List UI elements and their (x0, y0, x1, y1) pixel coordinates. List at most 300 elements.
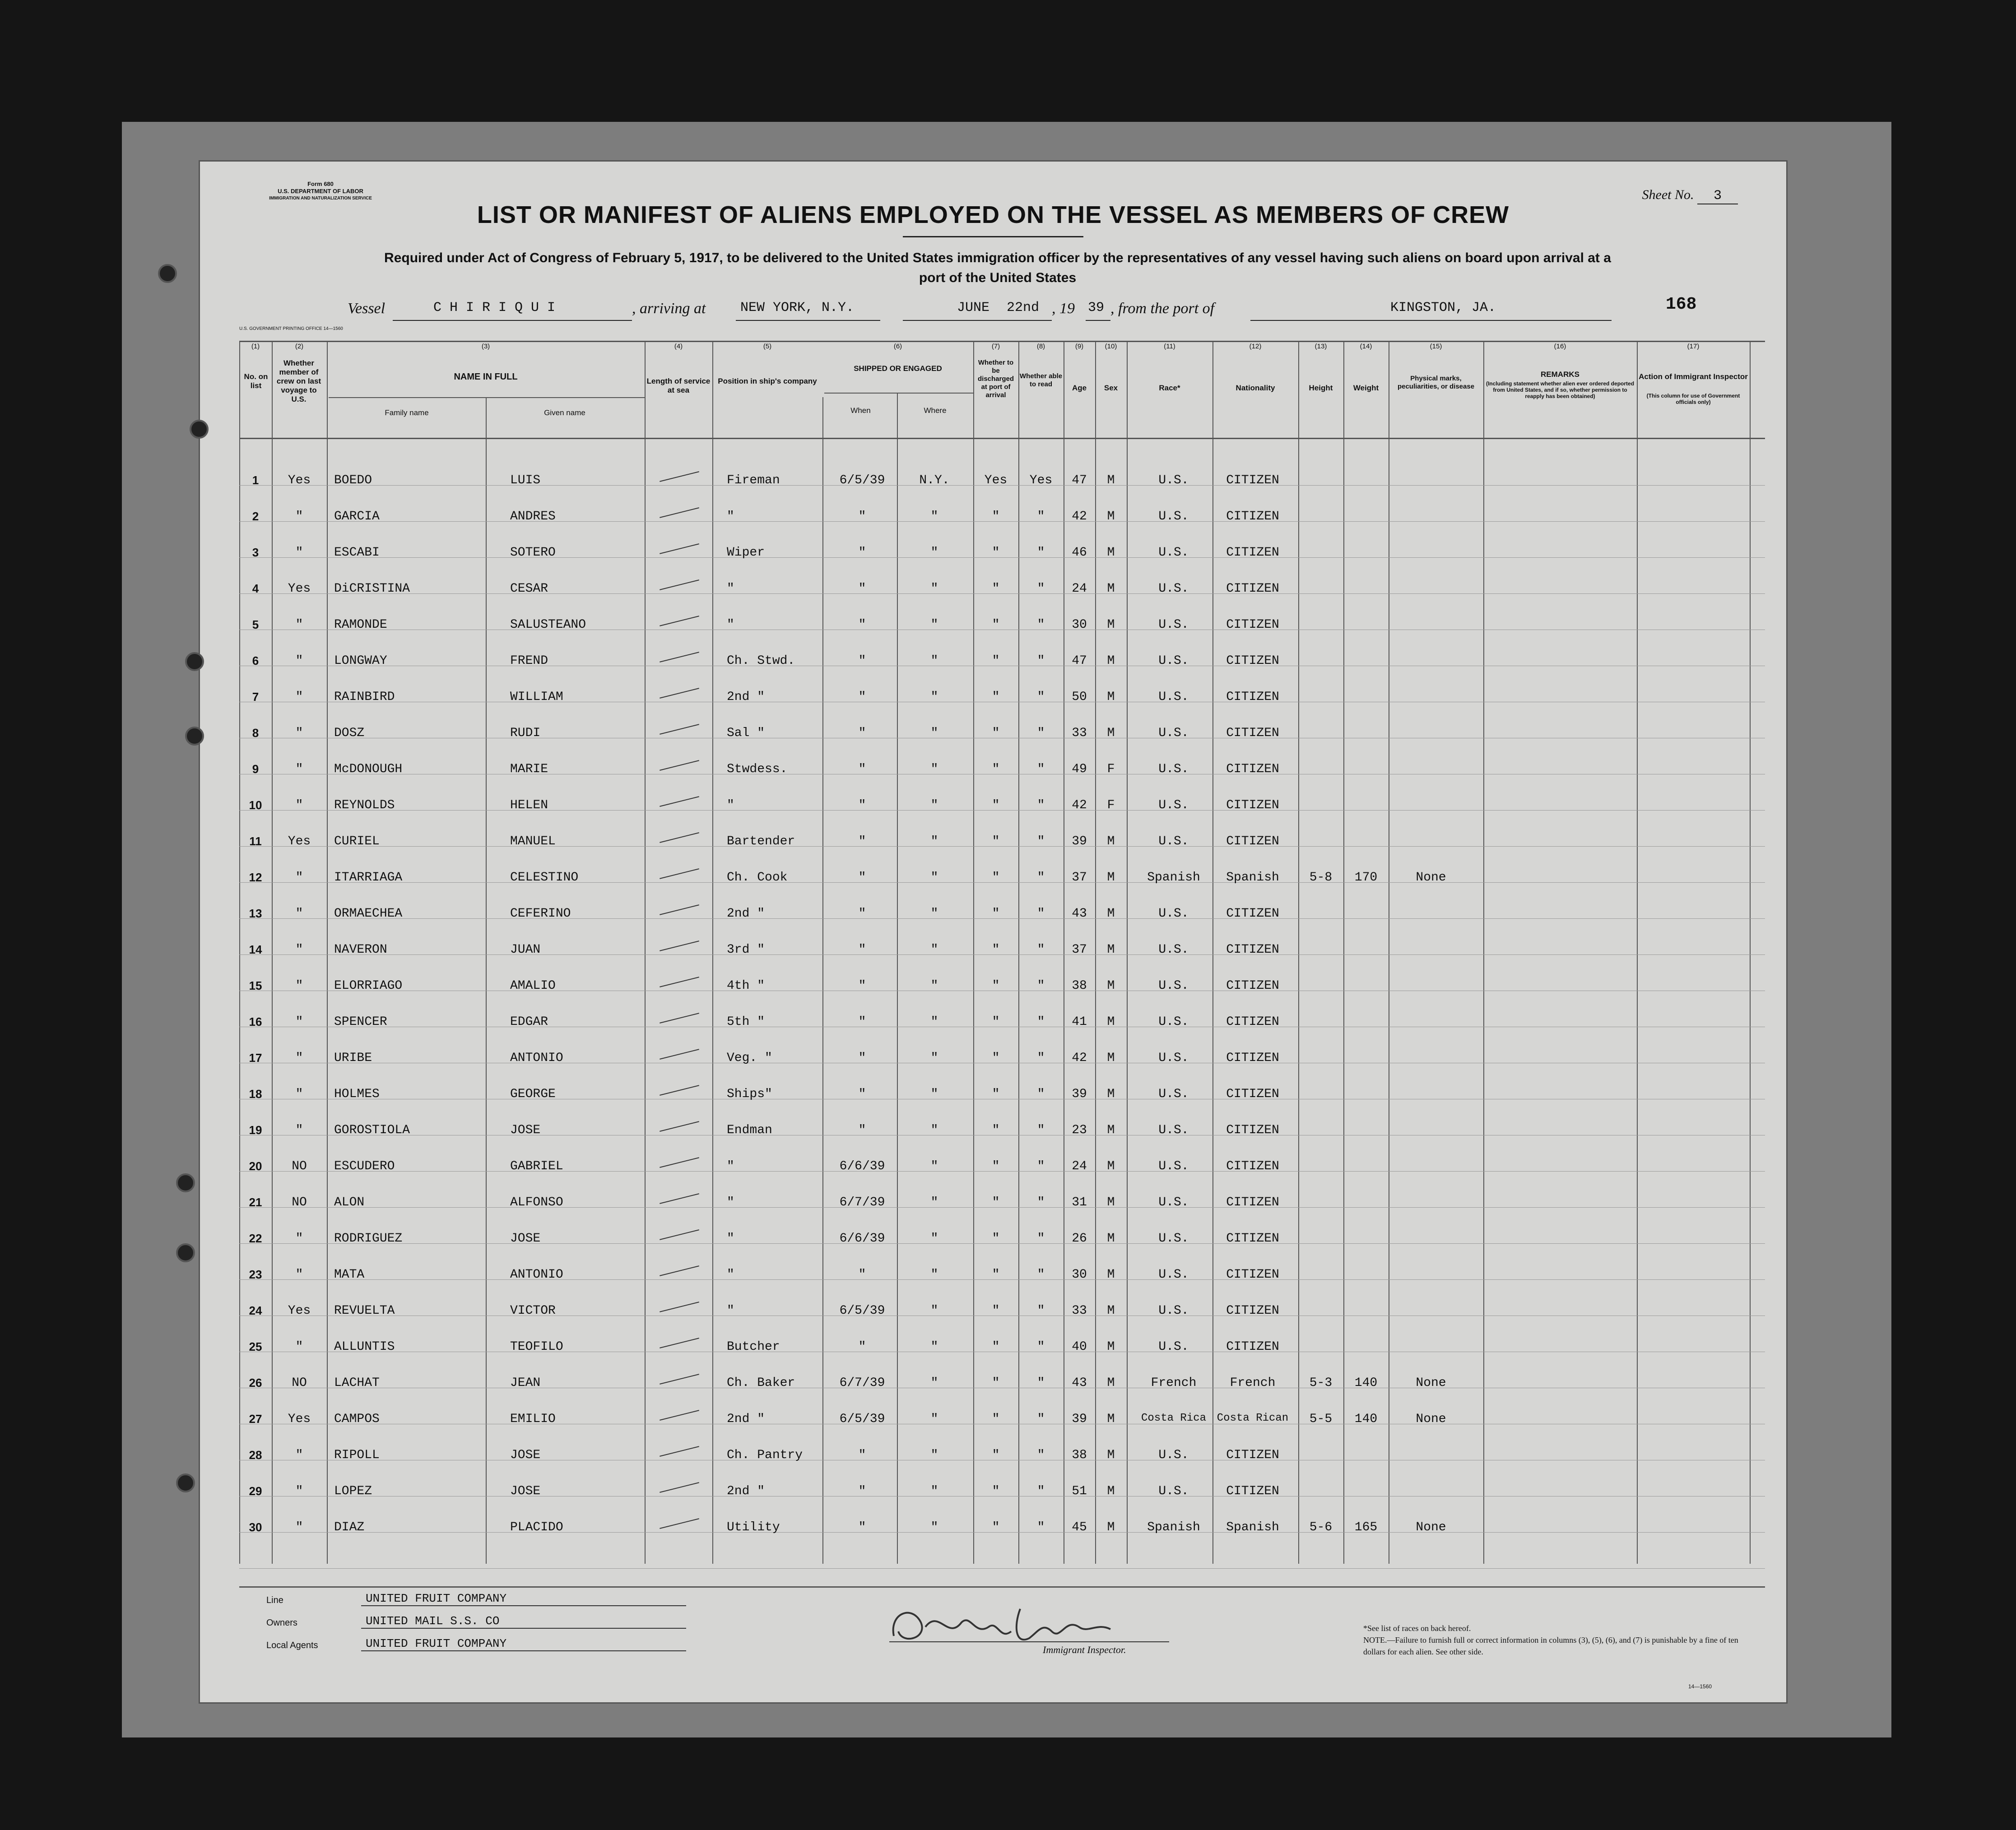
service-tick-mark (660, 1482, 699, 1493)
arriving-port: NEW YORK, N.Y. (740, 300, 855, 315)
height-cell: 5-6 (1309, 1520, 1333, 1534)
last-voyage-cell: " (295, 907, 303, 921)
crew-table (239, 341, 1765, 1564)
header-where: Where (924, 406, 947, 415)
family-name-cell: GOROSTIOLA (334, 1123, 410, 1137)
position-cell: Bartender (727, 834, 795, 848)
shipped-where-cell: " (930, 654, 938, 668)
table-row (239, 1397, 1750, 1433)
able-to-read-cell: " (1037, 1159, 1045, 1173)
able-to-read-cell: " (1037, 1051, 1045, 1065)
sex-cell: M (1107, 1015, 1115, 1029)
sex-cell: M (1107, 618, 1115, 632)
service-tick-mark (660, 688, 699, 699)
row-number: 13 (249, 907, 262, 920)
position-cell: Fireman (727, 473, 780, 487)
age-cell: 38 (1072, 1448, 1087, 1462)
last-voyage-cell: Yes (288, 582, 311, 596)
row-rule (239, 1568, 1765, 1569)
shipped-where-cell: " (930, 871, 938, 885)
sheet-number-value: 3 (1697, 188, 1738, 204)
shipped-when-cell: " (858, 1484, 866, 1498)
family-name-cell: REYNOLDS (334, 798, 395, 812)
nationality-cell: CITIZEN (1226, 1484, 1279, 1498)
vessel-name: C H I R I Q U I (433, 300, 556, 315)
last-voyage-cell: " (295, 1015, 303, 1029)
sex-cell: M (1107, 1051, 1115, 1065)
race-cell: U.S. (1158, 1268, 1189, 1282)
shipped-when-cell: " (858, 690, 866, 704)
position-cell: " (727, 798, 734, 812)
position-cell: Sal " (727, 726, 765, 740)
shipped-when-cell: 6/7/39 (839, 1195, 885, 1209)
race-cell: Costa Rica (1141, 1412, 1207, 1424)
discharged-cell: " (992, 1087, 1000, 1101)
row-number: 5 (252, 618, 259, 631)
row-number: 10 (249, 798, 262, 812)
family-name-cell: ESCUDERO (334, 1159, 395, 1173)
sex-cell: M (1107, 510, 1115, 524)
discharged-cell: " (992, 1520, 1000, 1534)
last-voyage-cell: " (295, 1340, 303, 1354)
shipped-when-cell: " (858, 1123, 866, 1137)
race-cell: U.S. (1158, 546, 1189, 560)
nationality-cell: CITIZEN (1226, 1304, 1279, 1318)
race-cell: U.S. (1158, 1195, 1189, 1209)
family-name-cell: GARCIA (334, 510, 380, 524)
given-name-cell: SOTERO (510, 546, 556, 560)
stamp-number: 168 (1666, 295, 1697, 314)
table-row (239, 494, 1750, 530)
position-cell: 4th " (727, 979, 765, 993)
shipped-where-cell: " (930, 1087, 938, 1101)
race-cell: U.S. (1158, 1159, 1189, 1173)
table-row (239, 1180, 1750, 1216)
family-name-cell: ELORRIAGO (334, 979, 403, 993)
shipped-where-cell: " (930, 1159, 938, 1173)
service-tick-mark (660, 616, 699, 626)
race-cell: U.S. (1158, 510, 1189, 524)
given-name-cell: ANTONIO (510, 1051, 563, 1065)
discharged-cell: " (992, 1015, 1000, 1029)
column-number: (1) (251, 343, 260, 350)
family-name-cell: REVUELTA (334, 1304, 395, 1318)
nationality-cell: CITIZEN (1226, 1195, 1279, 1209)
shipped-when-cell: 6/5/39 (839, 473, 885, 487)
row-number: 12 (249, 871, 262, 884)
given-name-cell: JOSE (510, 1123, 541, 1137)
shipped-when-cell: " (858, 1015, 866, 1029)
family-name-cell: LONGWAY (334, 654, 387, 668)
service-tick-mark (660, 1374, 699, 1385)
discharged-cell: " (992, 1268, 1000, 1282)
table-row (239, 1325, 1750, 1361)
last-voyage-cell: " (295, 1520, 303, 1534)
from-port: KINGSTON, JA. (1390, 300, 1496, 315)
race-cell: U.S. (1158, 1304, 1189, 1318)
discharged-cell: " (992, 1484, 1000, 1498)
shipped-when-cell: " (858, 726, 866, 740)
sex-cell: M (1107, 1268, 1115, 1282)
race-cell: U.S. (1158, 979, 1189, 993)
header-able-to-read: Whether able to read (1019, 372, 1063, 388)
service-tick-mark (660, 507, 699, 518)
shipped-where-cell: " (930, 1340, 938, 1354)
column-number: (10) (1105, 343, 1117, 350)
race-cell: U.S. (1158, 473, 1189, 487)
age-cell: 46 (1072, 546, 1087, 560)
column-number: (13) (1315, 343, 1327, 350)
table-row (239, 602, 1750, 639)
from-port-label: , from the port of (1110, 300, 1215, 317)
position-cell: " (727, 1195, 734, 1209)
service-tick-mark (660, 579, 699, 590)
table-row (239, 1000, 1750, 1036)
able-to-read-cell: " (1037, 762, 1045, 776)
given-name-cell: EMILIO (510, 1412, 556, 1426)
line-label: Line (266, 1595, 283, 1605)
family-name-cell: McDONOUGH (334, 762, 403, 776)
nationality-cell: CITIZEN (1226, 1051, 1279, 1065)
shipped-where-cell: N.Y. (919, 473, 950, 487)
age-cell: 24 (1072, 1159, 1087, 1173)
family-name-cell: LOPEZ (334, 1484, 372, 1498)
form-number: Form 680 (307, 181, 334, 187)
last-voyage-cell: " (295, 1448, 303, 1462)
physical-marks-cell: None (1416, 1412, 1446, 1426)
age-cell: 40 (1072, 1340, 1087, 1354)
binder-hole (176, 1243, 195, 1262)
family-name-cell: RAMONDE (334, 618, 387, 632)
able-to-read-cell: " (1037, 871, 1045, 885)
race-cell: U.S. (1158, 654, 1189, 668)
row-number: 14 (249, 943, 262, 956)
discharged-cell: " (992, 654, 1000, 668)
position-cell: " (727, 582, 734, 596)
header-remarks-note: (Including statement whether alien ever ordered deported from United States, and if so, whether permission to reapply has been obtained) (1486, 380, 1635, 399)
able-to-read-cell: " (1037, 1376, 1045, 1390)
able-to-read-cell: " (1037, 1412, 1045, 1426)
age-cell: 39 (1072, 1412, 1087, 1426)
shipped-when-cell: " (858, 1051, 866, 1065)
discharged-cell: " (992, 1195, 1000, 1209)
given-name-cell: WILLIAM (510, 690, 563, 704)
discharged-cell: " (992, 1340, 1000, 1354)
position-cell: " (727, 618, 734, 632)
table-row (239, 675, 1750, 711)
given-name-cell: TEOFILO (510, 1340, 563, 1354)
position-cell: " (727, 1159, 734, 1173)
vessel-label: Vessel (348, 300, 386, 317)
able-to-read-cell: " (1037, 618, 1045, 632)
sex-cell: M (1107, 1159, 1115, 1173)
sex-cell: M (1107, 546, 1115, 560)
shipped-where-cell: " (930, 798, 938, 812)
header-weight: Weight (1353, 384, 1379, 392)
age-cell: 31 (1072, 1195, 1087, 1209)
shipped-when-cell: " (858, 1520, 866, 1534)
signature-label: Immigrant Inspector. (1043, 1644, 1126, 1655)
nationality-cell: Spanish (1226, 1520, 1279, 1534)
position-cell: Utility (727, 1520, 780, 1534)
page-subtitle (280, 248, 1715, 288)
weight-cell: 140 (1354, 1376, 1378, 1390)
manifest-footer (266, 1586, 1756, 1699)
service-name: IMMIGRATION AND NATURALIZATION SERVICE (269, 196, 372, 201)
owners-value: UNITED MAIL S.S. CO (361, 1614, 686, 1629)
shipped-when-cell: " (858, 1448, 866, 1462)
row-number: 27 (249, 1412, 262, 1426)
family-name-cell: DOSZ (334, 726, 365, 740)
shipped-where-cell: " (930, 1448, 938, 1462)
sex-cell: M (1107, 1448, 1115, 1462)
shipped-where-cell: " (930, 1484, 938, 1498)
line-value: UNITED FRUIT COMPANY (361, 1592, 686, 1606)
nationality-cell: CITIZEN (1226, 943, 1279, 957)
given-name-cell: MARIE (510, 762, 548, 776)
weight-cell: 165 (1354, 1520, 1378, 1534)
table-row (239, 1072, 1750, 1108)
service-tick-mark (660, 832, 699, 843)
row-number: 23 (249, 1268, 262, 1281)
nationality-cell: Costa Rican (1217, 1412, 1289, 1424)
row-number: 2 (252, 510, 259, 523)
table-row (239, 639, 1750, 675)
age-cell: 42 (1072, 510, 1087, 524)
race-cell: U.S. (1158, 762, 1189, 776)
family-name-cell: DiCRISTINA (334, 582, 410, 596)
discharged-cell: " (992, 546, 1000, 560)
last-voyage-cell: " (295, 546, 303, 560)
shipped-when-cell: 6/5/39 (839, 1304, 885, 1318)
binder-hole (185, 727, 204, 746)
last-voyage-cell: Yes (288, 1412, 311, 1426)
manifest-page (199, 160, 1788, 1704)
table-row (239, 1216, 1750, 1252)
row-number: 6 (252, 654, 259, 667)
sex-cell: M (1107, 1520, 1115, 1534)
race-cell: U.S. (1158, 834, 1189, 848)
sex-cell: M (1107, 1340, 1115, 1354)
nationality-cell: CITIZEN (1226, 1448, 1279, 1462)
row-number: 19 (249, 1123, 262, 1137)
given-name-cell: GABRIEL (510, 1159, 563, 1173)
header-inspector-action: Action of Immigrant Inspector (1639, 372, 1748, 381)
able-to-read-cell: " (1037, 798, 1045, 812)
service-tick-mark (660, 1193, 699, 1204)
shipped-when-cell: 6/5/39 (839, 1412, 885, 1426)
header-inspector-note: (This column for use of Government officials only) (1646, 393, 1740, 405)
age-cell: 43 (1072, 907, 1087, 921)
age-cell: 30 (1072, 618, 1087, 632)
column-number: (16) (1554, 343, 1566, 350)
binder-hole (176, 1473, 195, 1492)
sex-cell: M (1107, 473, 1115, 487)
family-name-cell: ESCABI (334, 546, 380, 560)
nationality-cell: CITIZEN (1226, 762, 1279, 776)
sex-cell: M (1107, 1232, 1115, 1246)
discharged-cell: " (992, 1448, 1000, 1462)
binder-hole (190, 420, 209, 439)
discharged-cell: " (992, 762, 1000, 776)
sex-cell: M (1107, 654, 1115, 668)
height-cell: 5-5 (1309, 1412, 1333, 1426)
position-cell: " (727, 1232, 734, 1246)
family-name-cell: ALON (334, 1195, 365, 1209)
given-name-cell: CEFERINO (510, 907, 571, 921)
table-row (239, 1505, 1750, 1541)
header-nationality: Nationality (1236, 384, 1275, 392)
header-when: When (850, 406, 871, 415)
family-name-cell: MATA (334, 1268, 365, 1282)
form-code: 14—1560 (1688, 1683, 1712, 1690)
discharged-cell: " (992, 582, 1000, 596)
age-cell: 42 (1072, 798, 1087, 812)
header-discharged: Whether to be discharged at port of arrival (977, 359, 1014, 399)
position-cell: 2nd " (727, 690, 765, 704)
discharged-cell: " (992, 726, 1000, 740)
header-given-name: Given name (544, 408, 585, 417)
weight-cell: 140 (1354, 1412, 1378, 1426)
last-voyage-cell: NO (292, 1159, 307, 1173)
service-tick-mark (660, 940, 699, 951)
physical-marks-cell: None (1416, 1376, 1446, 1390)
service-tick-mark (660, 760, 699, 771)
family-name-cell: RODRIGUEZ (334, 1232, 403, 1246)
age-cell: 23 (1072, 1123, 1087, 1137)
last-voyage-cell: " (295, 726, 303, 740)
given-name-cell: JUAN (510, 943, 541, 957)
able-to-read-cell: " (1037, 1195, 1045, 1209)
given-name-cell: HELEN (510, 798, 548, 812)
service-tick-mark (660, 1518, 699, 1529)
nationality-cell: CITIZEN (1226, 798, 1279, 812)
race-cell: U.S. (1158, 1015, 1189, 1029)
service-tick-mark (660, 977, 699, 987)
subtitle-line-1: Required under Act of Congress of February 5, 1917, to be delivered to the United States immigration officer by the representatives of any vessel having such aliens on board upon arrival at a (384, 250, 1611, 265)
given-name-cell: ANTONIO (510, 1268, 563, 1282)
age-cell: 47 (1072, 473, 1087, 487)
service-tick-mark (660, 1085, 699, 1096)
service-tick-mark (660, 1229, 699, 1240)
given-name-cell: JOSE (510, 1448, 541, 1462)
nationality-cell: CITIZEN (1226, 582, 1279, 596)
row-number: 15 (249, 979, 262, 992)
discharged-cell: " (992, 1051, 1000, 1065)
given-name-cell: GEORGE (510, 1087, 556, 1101)
age-cell: 39 (1072, 834, 1087, 848)
given-name-cell: ALFONSO (510, 1195, 563, 1209)
service-tick-mark (660, 904, 699, 915)
shipped-where-cell: " (930, 582, 938, 596)
page-title: LIST OR MANIFEST OF ALIENS EMPLOYED ON THE VESSEL AS MEMBERS OF CREW (477, 201, 1510, 228)
last-voyage-cell: Yes (288, 834, 311, 848)
table-row (239, 1252, 1750, 1288)
discharged-cell: " (992, 834, 1000, 848)
service-tick-mark (660, 543, 699, 554)
row-number: 1 (252, 473, 259, 487)
row-number: 26 (249, 1376, 262, 1390)
family-name-cell: ORMAECHEA (334, 907, 403, 921)
row-number: 9 (252, 762, 259, 776)
family-name-cell: HOLMES (334, 1087, 380, 1101)
age-cell: 38 (1072, 979, 1087, 993)
nationality-cell: CITIZEN (1226, 546, 1279, 560)
able-to-read-cell: " (1037, 1015, 1045, 1029)
shipped-where-cell: " (930, 726, 938, 740)
footer-note (1363, 1622, 1756, 1658)
position-cell: Veg. " (727, 1051, 772, 1065)
sex-cell: M (1107, 1304, 1115, 1318)
table-row (239, 1361, 1750, 1397)
local-agents-label: Local Agents (266, 1640, 318, 1650)
family-name-cell: URIBE (334, 1051, 372, 1065)
given-name-cell: CESAR (510, 582, 548, 596)
position-cell: Stwdess. (727, 762, 788, 776)
row-number: 24 (249, 1304, 262, 1317)
shipped-when-cell: " (858, 546, 866, 560)
age-cell: 51 (1072, 1484, 1087, 1498)
header-no-on-list: No. on list (244, 372, 268, 390)
last-voyage-cell: Yes (288, 1304, 311, 1318)
shipped-when-cell: " (858, 618, 866, 632)
age-cell: 33 (1072, 726, 1087, 740)
table-row (239, 530, 1750, 566)
position-cell: " (727, 1304, 734, 1318)
position-cell: " (727, 510, 734, 524)
position-cell: 5th " (727, 1015, 765, 1029)
signature-line (889, 1641, 1169, 1642)
nationality-cell: CITIZEN (1226, 510, 1279, 524)
given-name-cell: JOSE (510, 1232, 541, 1246)
discharged-cell: " (992, 907, 1000, 921)
header-remarks: REMARKS (1541, 370, 1579, 379)
last-voyage-cell: " (295, 762, 303, 776)
header-position: Position in ship's company (718, 377, 817, 385)
year-prefix: , 19 (1052, 300, 1075, 317)
table-row (239, 1433, 1750, 1469)
given-name-cell: AMALIO (510, 979, 556, 993)
last-voyage-cell: " (295, 1484, 303, 1498)
shipped-where-cell: " (930, 1015, 938, 1029)
race-cell: U.S. (1158, 907, 1189, 921)
family-name-cell: ALLUNTIS (334, 1340, 395, 1354)
able-to-read-cell: " (1037, 726, 1045, 740)
nationality-cell: CITIZEN (1226, 618, 1279, 632)
age-cell: 45 (1072, 1520, 1087, 1534)
shipped-where-cell: " (930, 907, 938, 921)
table-row (239, 819, 1750, 855)
service-tick-mark (660, 1013, 699, 1024)
nationality-cell: CITIZEN (1226, 690, 1279, 704)
service-tick-mark (660, 796, 699, 807)
family-name-cell: CURIEL (334, 834, 380, 848)
race-cell: U.S. (1158, 798, 1189, 812)
column-number: (11) (1164, 343, 1175, 350)
form-identifier (244, 181, 397, 202)
able-to-read-cell: " (1037, 907, 1045, 921)
given-name-cell: ANDRES (510, 510, 556, 524)
nationality-cell: CITIZEN (1226, 654, 1279, 668)
service-tick-mark (660, 471, 699, 482)
race-cell: U.S. (1158, 1232, 1189, 1246)
shipped-when-cell: " (858, 871, 866, 885)
race-cell: U.S. (1158, 1484, 1189, 1498)
given-name-cell: SALUSTEANO (510, 618, 586, 632)
row-number: 21 (249, 1195, 262, 1209)
table-row (239, 1288, 1750, 1325)
column-number: (5) (763, 343, 772, 350)
